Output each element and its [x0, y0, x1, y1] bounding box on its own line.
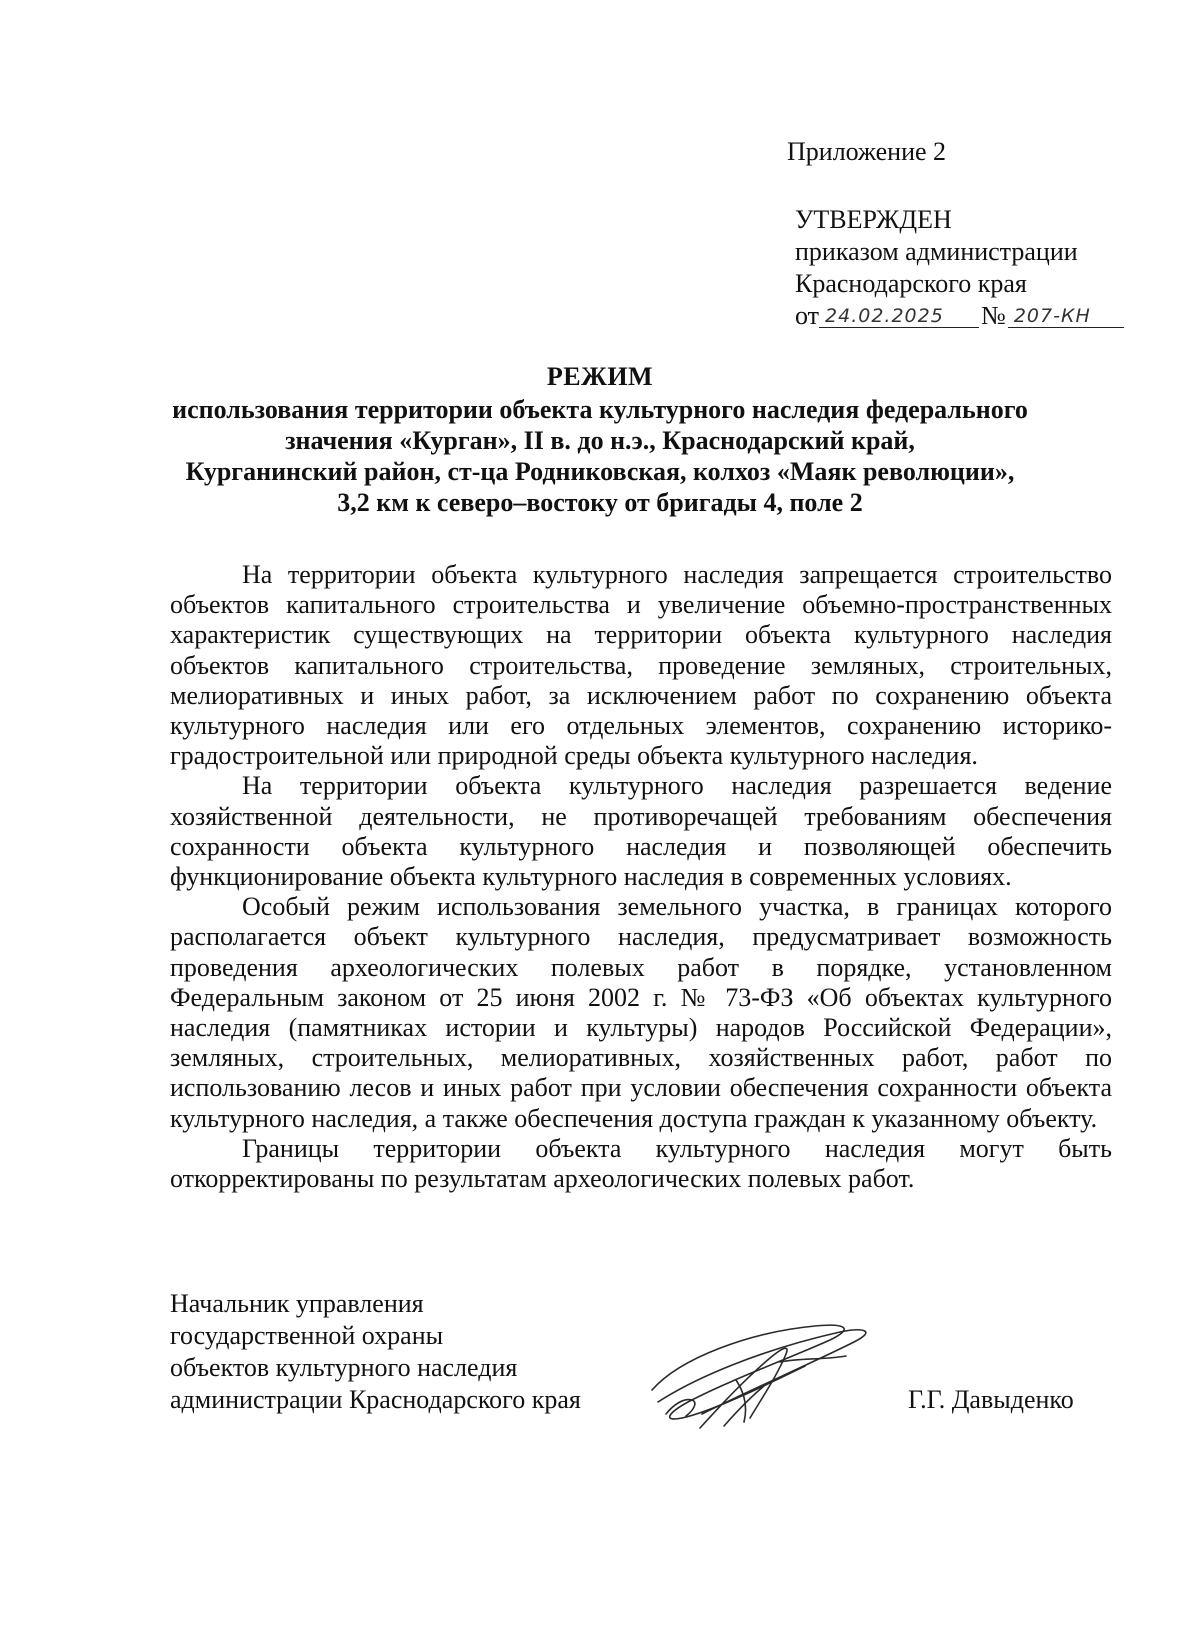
document-body — [170, 560, 1112, 1194]
position-line-4: администрации Краснодарского края — [170, 1385, 581, 1414]
number-label: № — [981, 301, 1006, 330]
paragraph-prohibitions: На территории объекта культурного наследия запрещается строительство объектов капитального строительства и увеличение объемно-пространственных характеристик существующих на территории объекта культурного наследия объектов капитального строительства, проведение земляных, строительных, мелиоративных и иных работ, за исключением работ по сохранению объекта культурного наследия или его отдельных элементов, сохранению историко-градостроительной или природной среды объекта культурного наследия. — [170, 560, 1112, 771]
approval-status: УТВЕРЖДЕН — [795, 205, 952, 234]
title-main: РЕЖИМ — [546, 362, 654, 391]
position-line-3: объектов культурного наследия — [170, 1353, 518, 1382]
position-line-1: Начальник управления — [170, 1289, 424, 1318]
title-line-3: Курганинский район, ст-ца Родниковская, колхоз «Маяк революции», — [185, 457, 1015, 486]
from-label: от — [795, 301, 820, 330]
approval-block — [795, 204, 1175, 332]
paragraph-special-regime: Особый режим использования земельного участка, в границах которого располагается объект культурного наследия, предусматривает возможность проведения археологических полевых работ в порядке, установленном Федеральным законом от 25 июня 2002 г. № 73-ФЗ «Об объектах культурного наследия (памятниках истории и культуры) народов Российской Федерации», земляных, строительных, мелиоративных, хозяйственных работ, работ по использованию лесов и иных работ при условии обеспечения сохранности объекта культурного наследия, а также обеспечения доступа граждан к указанному объекту. — [170, 892, 1112, 1133]
approval-line-1: приказом администрации — [795, 237, 1078, 266]
approval-date-line — [795, 300, 1175, 332]
handwritten-date: 24.02.2025 — [819, 305, 979, 328]
signatory-name: Г.Г. Давыденко — [908, 1385, 1074, 1414]
appendix-label: Приложение 2 — [787, 137, 947, 166]
handwritten-number: 207-КН — [1008, 305, 1124, 328]
position-line-2: государственной охраны — [170, 1321, 444, 1350]
paragraph-boundaries: Границы территории объекта культурного наследия могут быть откорректированы по результатам археологических полевых работ. — [170, 1133, 1112, 1194]
title-line-2: значения «Курган», II в. до н.э., Краснодарский край, — [285, 426, 915, 455]
title-line-4: 3,2 км к северо–востоку от бригады 4, поле 2 — [337, 488, 863, 517]
document-title — [150, 361, 1050, 518]
signatory-position — [170, 1288, 581, 1416]
approval-line-2: Краснодарского края — [795, 269, 1027, 298]
handwritten-signature — [640, 1318, 890, 1433]
paragraph-permissions: На территории объекта культурного наследия разрешается ведение хозяйственной деятельности, не противоречащей требованиям обеспечения сохранности объекта культурного наследия и позволяющей обеспечить функционирование объекта культурного наследия в современных условиях. — [170, 771, 1112, 892]
title-line-1: использования территории объекта культурного наследия федерального — [172, 395, 1028, 424]
